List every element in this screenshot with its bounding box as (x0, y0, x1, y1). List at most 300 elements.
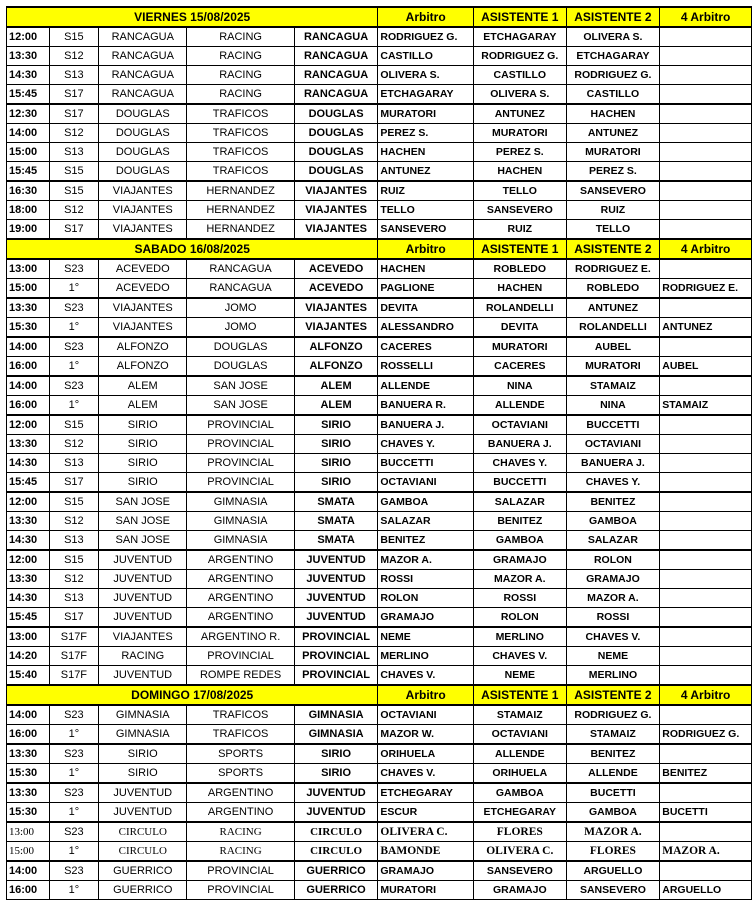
home-team: CIRCULO (99, 842, 187, 862)
assistant-2: GAMBOA (566, 512, 660, 531)
match-time: 14:20 (7, 647, 50, 666)
category: S15 (49, 492, 98, 512)
assistant-2: MAZOR A. (566, 589, 660, 608)
venue: SIRIO (294, 454, 378, 473)
match-row (7, 47, 752, 66)
venue: RANCAGUA (294, 66, 378, 85)
referee: OCTAVIANI (378, 705, 474, 725)
fourth-referee (660, 259, 752, 279)
category: S12 (49, 201, 98, 220)
away-team: PROVINCIAL (187, 473, 294, 493)
match-time: 13:30 (7, 512, 50, 531)
venue: ALFONZO (294, 357, 378, 377)
away-team: RACING (187, 66, 294, 85)
away-team: SAN JOSE (187, 396, 294, 416)
assistant-2: BUCCETTI (566, 415, 660, 435)
match-row (7, 666, 752, 686)
assistant-2: NEME (566, 647, 660, 666)
away-team: RACING (187, 85, 294, 105)
assistant-2: MAZOR A. (566, 822, 660, 842)
category: S13 (49, 143, 98, 162)
match-row (7, 220, 752, 240)
venue-group (7, 492, 752, 550)
fourth-referee (660, 435, 752, 454)
home-team: DOUGLAS (99, 124, 187, 143)
category: S13 (49, 589, 98, 608)
home-team: GUERRICO (99, 881, 187, 900)
fourth-referee: MAZOR A. (660, 842, 752, 862)
match-time: 15:30 (7, 803, 50, 823)
assistant-2: BANUERA J. (566, 454, 660, 473)
venue: VIAJANTES (294, 201, 378, 220)
venue: VIAJANTES (294, 220, 378, 240)
assistant-2: NINA (566, 396, 660, 416)
referee: ORIHUELA (378, 744, 474, 764)
match-row (7, 473, 752, 493)
referee: CACERES (378, 337, 474, 357)
fourth-referee (660, 181, 752, 201)
venue-group (7, 822, 752, 861)
venue-group (7, 783, 752, 822)
referee: ETCHEGARAY (378, 783, 474, 803)
away-team: ARGENTINO (187, 783, 294, 803)
match-row (7, 181, 752, 201)
column-header: ASISTENTE 2 (566, 239, 660, 259)
category: S15 (49, 550, 98, 570)
venue-group (7, 181, 752, 239)
match-row (7, 647, 752, 666)
assistant-2: ALLENDE (566, 764, 660, 784)
venue: ACEVEDO (294, 259, 378, 279)
match-row (7, 822, 752, 842)
match-time: 15:00 (7, 143, 50, 162)
assistant-2: PEREZ S. (566, 162, 660, 182)
venue: GIMNASIA (294, 725, 378, 745)
match-row (7, 725, 752, 745)
fourth-referee (660, 647, 752, 666)
home-team: GIMNASIA (99, 725, 187, 745)
category: 1° (49, 842, 98, 862)
assistant-1: RUIZ (473, 220, 566, 240)
home-team: VIAJANTES (99, 220, 187, 240)
venue: DOUGLAS (294, 124, 378, 143)
assistant-1: NEME (473, 666, 566, 686)
assistant-1: GRAMAJO (473, 550, 566, 570)
match-row (7, 298, 752, 318)
venue: JUVENTUD (294, 608, 378, 628)
referee: MURATORI (378, 881, 474, 900)
match-row (7, 803, 752, 823)
away-team: RACING (187, 47, 294, 66)
home-team: GIMNASIA (99, 705, 187, 725)
day-header-row (7, 7, 752, 27)
assistant-1: CHAVES V. (473, 647, 566, 666)
away-team: TRAFICOS (187, 725, 294, 745)
venue: GIMNASIA (294, 705, 378, 725)
away-team: HERNANDEZ (187, 220, 294, 240)
home-team: ACEVEDO (99, 259, 187, 279)
assistant-1: ANTUNEZ (473, 104, 566, 124)
venue-group (7, 104, 752, 181)
away-team: RACING (187, 822, 294, 842)
match-row (7, 531, 752, 551)
referee: TELLO (378, 201, 474, 220)
referee: ALLENDE (378, 376, 474, 396)
referee: GRAMAJO (378, 861, 474, 881)
assistant-2: SANSEVERO (566, 181, 660, 201)
match-time: 19:00 (7, 220, 50, 240)
assistant-2: ROBLEDO (566, 279, 660, 299)
category: S12 (49, 435, 98, 454)
venue: VIAJANTES (294, 298, 378, 318)
referee: DEVITA (378, 298, 474, 318)
category: 1° (49, 803, 98, 823)
venue: SIRIO (294, 744, 378, 764)
fourth-referee: BENITEZ (660, 764, 752, 784)
category: S15 (49, 162, 98, 182)
venue: SMATA (294, 531, 378, 551)
match-row (7, 396, 752, 416)
fourth-referee: STAMAIZ (660, 396, 752, 416)
match-time: 13:00 (7, 822, 50, 842)
match-row (7, 744, 752, 764)
referee: NEME (378, 627, 474, 647)
match-row (7, 124, 752, 143)
fourth-referee (660, 85, 752, 105)
away-team: PROVINCIAL (187, 861, 294, 881)
fourth-referee (660, 570, 752, 589)
venue: JUVENTUD (294, 550, 378, 570)
assistant-1: CHAVES Y. (473, 454, 566, 473)
referee: MURATORI (378, 104, 474, 124)
column-header: ASISTENTE 1 (473, 685, 566, 705)
match-time: 12:30 (7, 104, 50, 124)
referee: ANTUNEZ (378, 162, 474, 182)
category: S13 (49, 454, 98, 473)
fourth-referee (660, 705, 752, 725)
home-team: VIAJANTES (99, 298, 187, 318)
match-time: 14:00 (7, 376, 50, 396)
match-row (7, 279, 752, 299)
assistant-1: MURATORI (473, 337, 566, 357)
venue: DOUGLAS (294, 143, 378, 162)
assistant-1: BANUERA J. (473, 435, 566, 454)
assistant-2: GAMBOA (566, 803, 660, 823)
away-team: RACING (187, 842, 294, 862)
category: S15 (49, 181, 98, 201)
fourth-referee (660, 861, 752, 881)
venue: ALEM (294, 396, 378, 416)
referee: OLIVERA C. (378, 822, 474, 842)
away-team: HERNANDEZ (187, 181, 294, 201)
referee: RUIZ (378, 181, 474, 201)
assistant-2: TELLO (566, 220, 660, 240)
home-team: SAN JOSE (99, 531, 187, 551)
match-row (7, 104, 752, 124)
home-team: RANCAGUA (99, 66, 187, 85)
assistant-1: HACHEN (473, 279, 566, 299)
category: S23 (49, 822, 98, 842)
category: S15 (49, 27, 98, 47)
category: S23 (49, 259, 98, 279)
assistant-2: ARGUELLO (566, 861, 660, 881)
assistant-1: ETCHEGARAY (473, 803, 566, 823)
referee: MAZOR A. (378, 550, 474, 570)
assistant-2: BUCETTI (566, 783, 660, 803)
assistant-1: CACERES (473, 357, 566, 377)
home-team: SIRIO (99, 473, 187, 493)
away-team: ARGENTINO R. (187, 627, 294, 647)
category: S15 (49, 415, 98, 435)
fixture-table (6, 6, 752, 900)
fourth-referee (660, 298, 752, 318)
category: 1° (49, 396, 98, 416)
venue: SIRIO (294, 435, 378, 454)
home-team: RACING (99, 647, 187, 666)
assistant-2: BENITEZ (566, 492, 660, 512)
venue: ALFONZO (294, 337, 378, 357)
category: S12 (49, 47, 98, 66)
match-row (7, 318, 752, 338)
fourth-referee (660, 608, 752, 628)
match-time: 14:00 (7, 337, 50, 357)
fourth-referee (660, 783, 752, 803)
fourth-referee (660, 666, 752, 686)
venue: SIRIO (294, 473, 378, 493)
column-header: ASISTENTE 1 (473, 239, 566, 259)
assistant-1: SALAZAR (473, 492, 566, 512)
venue: DOUGLAS (294, 104, 378, 124)
home-team: RANCAGUA (99, 27, 187, 47)
referee: CHAVES V. (378, 666, 474, 686)
category: S17 (49, 220, 98, 240)
referee: MERLINO (378, 647, 474, 666)
venue-group (7, 627, 752, 685)
fourth-referee: RODRIGUEZ E. (660, 279, 752, 299)
match-time: 15:00 (7, 279, 50, 299)
match-row (7, 162, 752, 182)
home-team: SIRIO (99, 764, 187, 784)
venue: PROVINCIAL (294, 647, 378, 666)
category: 1° (49, 318, 98, 338)
match-time: 15:45 (7, 162, 50, 182)
home-team: JUVENTUD (99, 589, 187, 608)
referee: BANUERA J. (378, 415, 474, 435)
match-row (7, 842, 752, 862)
venue: ACEVEDO (294, 279, 378, 299)
home-team: VIAJANTES (99, 318, 187, 338)
match-row (7, 376, 752, 396)
venue-group (7, 861, 752, 900)
match-row (7, 435, 752, 454)
home-team: SIRIO (99, 415, 187, 435)
category: S23 (49, 298, 98, 318)
match-time: 13:30 (7, 570, 50, 589)
referee: ROSSELLI (378, 357, 474, 377)
home-team: ALEM (99, 396, 187, 416)
match-time: 15:00 (7, 842, 50, 862)
away-team: GIMNASIA (187, 492, 294, 512)
match-row (7, 259, 752, 279)
venue-group (7, 298, 752, 337)
fourth-referee (660, 104, 752, 124)
category: S23 (49, 705, 98, 725)
assistant-1: OCTAVIANI (473, 725, 566, 745)
venue: RANCAGUA (294, 27, 378, 47)
referee: PAGLIONE (378, 279, 474, 299)
match-time: 12:00 (7, 550, 50, 570)
venue: JUVENTUD (294, 589, 378, 608)
match-row (7, 550, 752, 570)
away-team: TRAFICOS (187, 124, 294, 143)
fourth-referee (660, 143, 752, 162)
home-team: VIAJANTES (99, 201, 187, 220)
assistant-1: NINA (473, 376, 566, 396)
match-time: 16:00 (7, 725, 50, 745)
away-team: TRAFICOS (187, 143, 294, 162)
assistant-1: ROLON (473, 608, 566, 628)
category: S17 (49, 608, 98, 628)
home-team: VIAJANTES (99, 181, 187, 201)
venue: GUERRICO (294, 881, 378, 900)
home-team: JUVENTUD (99, 550, 187, 570)
day-title: VIERNES 15/08/2025 (7, 7, 378, 27)
assistant-2: BENITEZ (566, 744, 660, 764)
fourth-referee (660, 550, 752, 570)
assistant-1: RODRIGUEZ G. (473, 47, 566, 66)
category: 1° (49, 357, 98, 377)
assistant-2: ETCHAGARAY (566, 47, 660, 66)
match-time: 13:30 (7, 298, 50, 318)
away-team: JOMO (187, 298, 294, 318)
away-team: JOMO (187, 318, 294, 338)
assistant-1: CASTILLO (473, 66, 566, 85)
assistant-1: BENITEZ (473, 512, 566, 531)
assistant-1: MERLINO (473, 627, 566, 647)
venue: CIRCULO (294, 822, 378, 842)
assistant-1: ETCHAGARAY (473, 27, 566, 47)
venue-group (7, 27, 752, 104)
away-team: PROVINCIAL (187, 454, 294, 473)
assistant-1: OCTAVIANI (473, 415, 566, 435)
assistant-2: ROLANDELLI (566, 318, 660, 338)
assistant-2: ANTUNEZ (566, 124, 660, 143)
away-team: ARGENTINO (187, 550, 294, 570)
venue: CIRCULO (294, 842, 378, 862)
away-team: GIMNASIA (187, 512, 294, 531)
match-time: 14:30 (7, 531, 50, 551)
column-header: ASISTENTE 2 (566, 685, 660, 705)
fourth-referee (660, 66, 752, 85)
referee: MAZOR W. (378, 725, 474, 745)
column-header: Arbitro (378, 685, 474, 705)
home-team: DOUGLAS (99, 162, 187, 182)
venue: JUVENTUD (294, 803, 378, 823)
venue: ALEM (294, 376, 378, 396)
away-team: SAN JOSE (187, 376, 294, 396)
fourth-referee (660, 201, 752, 220)
assistant-1: OLIVERA C. (473, 842, 566, 862)
home-team: JUVENTUD (99, 608, 187, 628)
match-time: 14:00 (7, 705, 50, 725)
venue: JUVENTUD (294, 783, 378, 803)
assistant-1: DEVITA (473, 318, 566, 338)
assistant-2: RODRIGUEZ G. (566, 705, 660, 725)
match-time: 15:45 (7, 85, 50, 105)
referee: RODRIGUEZ G. (378, 27, 474, 47)
match-row (7, 337, 752, 357)
match-time: 12:00 (7, 492, 50, 512)
referee: GAMBOA (378, 492, 474, 512)
match-row (7, 608, 752, 628)
assistant-2: GRAMAJO (566, 570, 660, 589)
column-header: 4 Arbitro (660, 239, 752, 259)
home-team: SAN JOSE (99, 492, 187, 512)
match-row (7, 881, 752, 900)
match-row (7, 492, 752, 512)
venue: RANCAGUA (294, 47, 378, 66)
match-time: 12:00 (7, 27, 50, 47)
column-header: 4 Arbitro (660, 7, 752, 27)
away-team: PROVINCIAL (187, 415, 294, 435)
venue-group (7, 744, 752, 783)
home-team: SIRIO (99, 744, 187, 764)
home-team: SIRIO (99, 454, 187, 473)
fourth-referee (660, 27, 752, 47)
home-team: CIRCULO (99, 822, 187, 842)
assistant-1: SANSEVERO (473, 861, 566, 881)
assistant-2: MERLINO (566, 666, 660, 686)
assistant-2: STAMAIZ (566, 725, 660, 745)
referee: OCTAVIANI (378, 473, 474, 493)
match-time: 16:00 (7, 396, 50, 416)
away-team: RANCAGUA (187, 259, 294, 279)
category: 1° (49, 881, 98, 900)
referee: PEREZ S. (378, 124, 474, 143)
assistant-2: SALAZAR (566, 531, 660, 551)
venue: GUERRICO (294, 861, 378, 881)
assistant-1: STAMAIZ (473, 705, 566, 725)
category: S13 (49, 66, 98, 85)
assistant-2: RODRIGUEZ E. (566, 259, 660, 279)
referee: ROLON (378, 589, 474, 608)
match-row (7, 415, 752, 435)
category: S17F (49, 627, 98, 647)
venue: SIRIO (294, 764, 378, 784)
away-team: TRAFICOS (187, 104, 294, 124)
fourth-referee (660, 454, 752, 473)
assistant-2: CASTILLO (566, 85, 660, 105)
match-row (7, 27, 752, 47)
referee: BENITEZ (378, 531, 474, 551)
match-time: 15:45 (7, 473, 50, 493)
match-row (7, 589, 752, 608)
assistant-2: MURATORI (566, 143, 660, 162)
home-team: SAN JOSE (99, 512, 187, 531)
home-team: ALFONZO (99, 337, 187, 357)
fourth-referee (660, 512, 752, 531)
fourth-referee (660, 47, 752, 66)
fourth-referee: ARGUELLO (660, 881, 752, 900)
match-time: 14:30 (7, 589, 50, 608)
assistant-2: ROLON (566, 550, 660, 570)
match-time: 13:00 (7, 259, 50, 279)
category: S23 (49, 337, 98, 357)
category: S17F (49, 666, 98, 686)
away-team: TRAFICOS (187, 705, 294, 725)
away-team: PROVINCIAL (187, 647, 294, 666)
match-time: 16:00 (7, 881, 50, 900)
